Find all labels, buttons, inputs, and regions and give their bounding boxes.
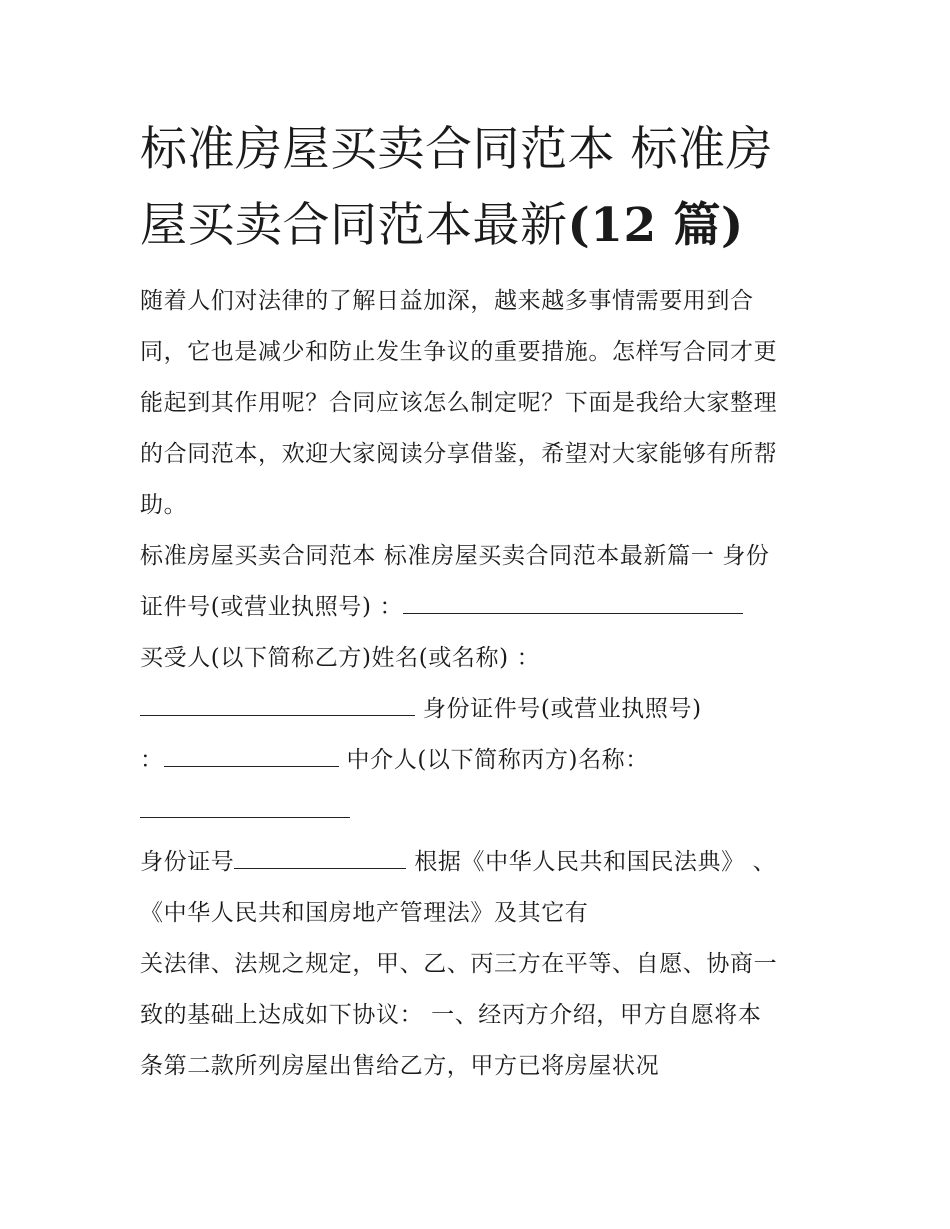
buyer-id-blank: [164, 744, 339, 767]
closing-line-2: 致的基础上达成如下协议： 一、经丙方介绍，甲方自愿将本: [140, 1002, 762, 1028]
closing-line-1: 关法律、法规之规定，甲、乙、丙三方在平等、自愿、协商一: [140, 951, 778, 977]
agent-id-line: [140, 837, 820, 888]
agent-label: 中介人(以下简称丙方)名称：: [338, 747, 649, 773]
agent-id-label: 身份证号: [140, 849, 235, 875]
agent-colon: ：: [140, 747, 164, 773]
law-reference: 根据《中华人民共和国民法典》 、: [406, 849, 777, 875]
intro-line-1: 随着人们对法律的了解日益加深，越来越多事情需要用到合: [140, 288, 754, 314]
title-line-1: 标准房屋买卖合同范本 标准房: [140, 122, 773, 177]
law-reference-2: 《中华人民共和国房地产管理法》及其它有: [140, 900, 589, 926]
section-heading: 标准房屋买卖合同范本 标准房屋买卖合同范本最新篇一 身份: [140, 543, 770, 569]
intro-line-2: 同，它也是减少和防止发生争议的重要措施。怎样写合同才更: [140, 339, 778, 365]
buyer-id-line: [140, 684, 820, 735]
document-body: [140, 276, 820, 1092]
buyer-name-blank: [140, 693, 415, 716]
intro-line-5: 助。: [140, 492, 188, 518]
buyer-id-label: 身份证件号(或营业执照号): [415, 696, 702, 722]
title-count: (12: [567, 198, 657, 253]
intro-line-4: 的合同范本，欢迎大家阅读分享借鉴，希望对大家能够有所帮: [140, 441, 778, 467]
title-count-suffix: 篇): [656, 198, 744, 253]
buyer-line: 买受人(以下简称乙方)姓名(或名称) ：: [140, 645, 541, 671]
id-number-label: 证件号(或营业执照号) ：: [140, 594, 404, 620]
intro-line-3: 能起到其作用呢？合同应该怎么制定呢？下面是我给大家整理: [140, 390, 778, 416]
title-line-2: [140, 188, 820, 264]
id-number-line: [140, 582, 820, 633]
agent-name-line: [140, 786, 820, 837]
agent-name-blank: [140, 795, 350, 818]
closing-line-3: 条第二款所列房屋出售给乙方，甲方已将房屋状况: [140, 1053, 660, 1079]
agent-line: [140, 735, 820, 786]
title-line-2-text: 屋买卖合同范本最新: [140, 198, 568, 253]
id-number-blank: [403, 591, 743, 614]
agent-id-blank: [234, 846, 406, 869]
document-title: [140, 112, 820, 264]
